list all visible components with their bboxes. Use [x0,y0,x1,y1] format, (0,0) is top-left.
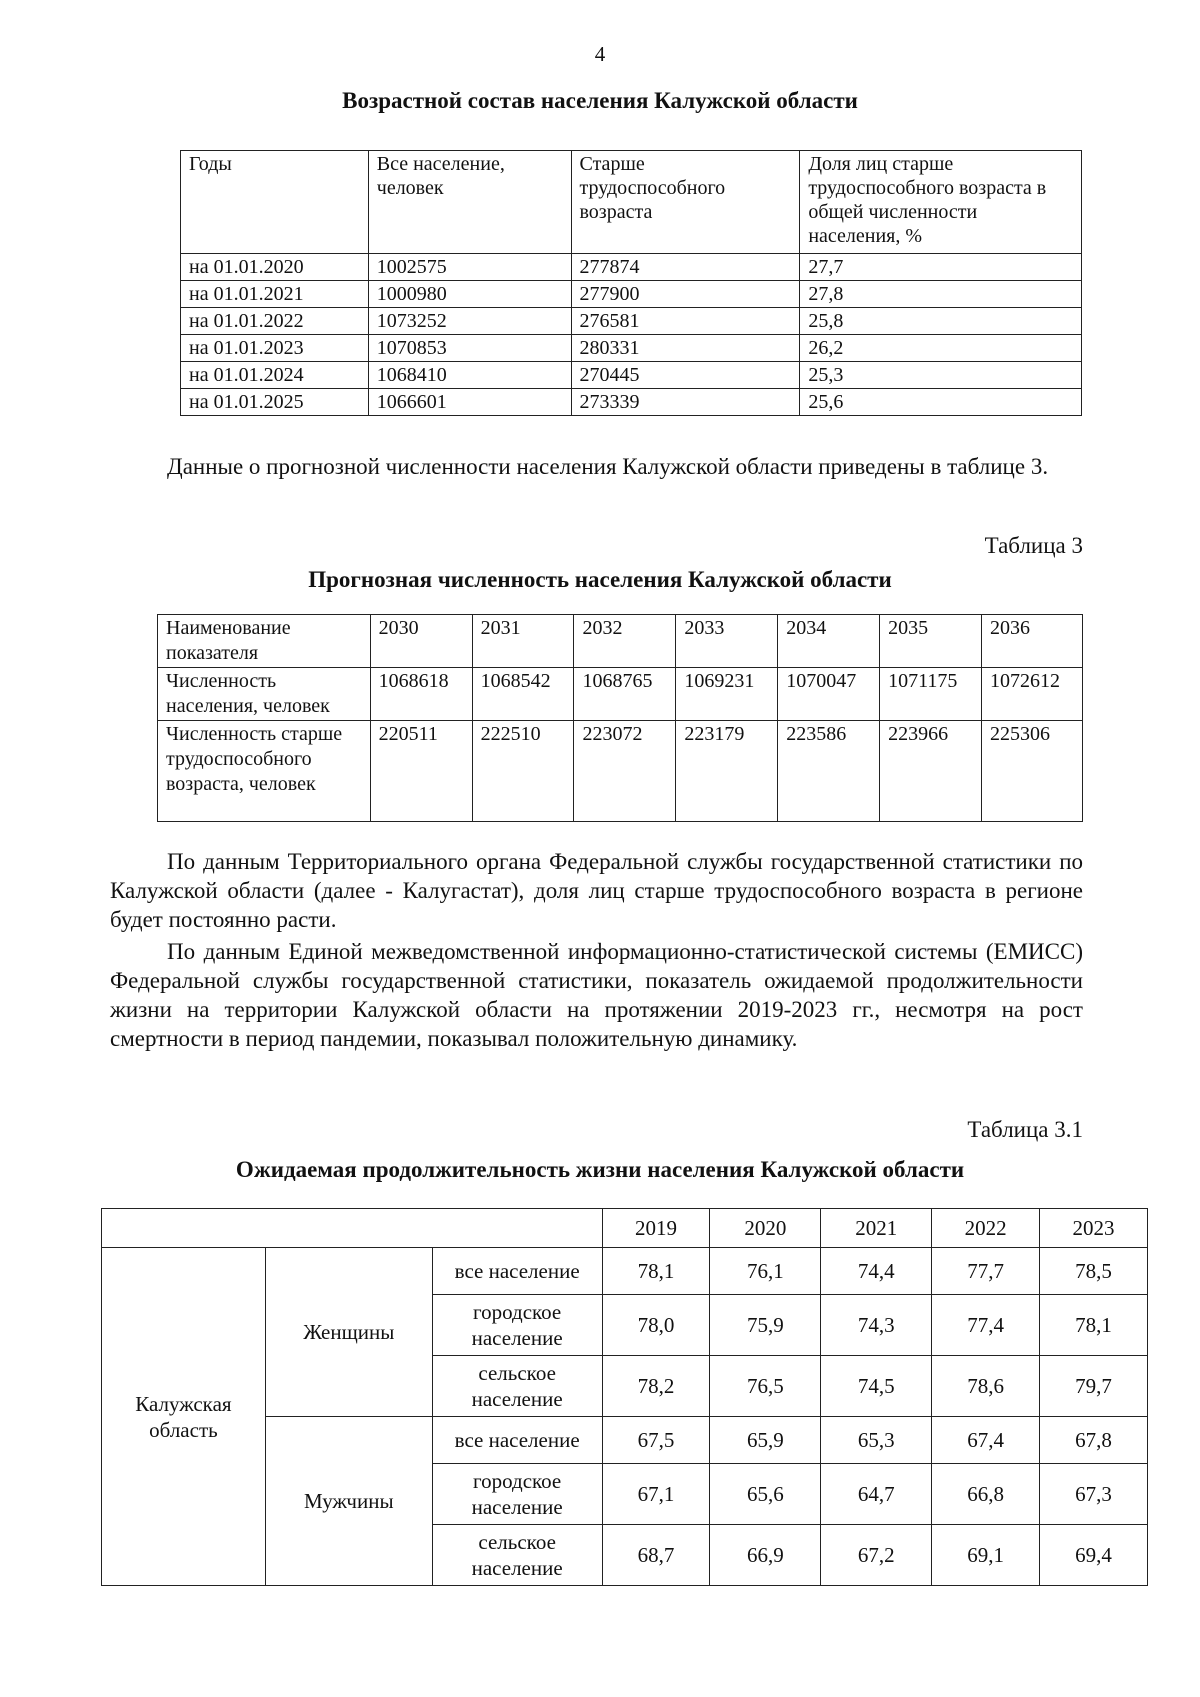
table-row [181,308,1082,335]
year-cell: 2020 [710,1209,821,1248]
sex-cell-men: Мужчины [265,1417,432,1586]
year-cell: 2034 [778,615,880,668]
table-cell: 66,8 [932,1464,1040,1525]
table-cell: 223072 [574,721,676,822]
row-label: сельское население [432,1356,602,1417]
table-cell: 223179 [676,721,778,822]
life-expectancy-table [101,1208,1148,1586]
table-cell: 74,5 [821,1356,932,1417]
table-cell: 25,3 [800,362,1082,389]
table-cell: 64,7 [821,1464,932,1525]
table-cell: 27,8 [800,281,1082,308]
table-cell: 76,1 [710,1248,821,1295]
row-label: сельское население [432,1525,602,1586]
table-cell: 273339 [571,389,800,416]
table-row [102,1248,1148,1295]
table-cell: 222510 [472,721,574,822]
table-cell: 78,0 [602,1295,710,1356]
table-cell: 220511 [370,721,472,822]
table-cell: 1068542 [472,668,574,721]
table-cell: 1002575 [368,254,571,281]
table-cell: 67,8 [1040,1417,1148,1464]
table-cell: 77,7 [932,1248,1040,1295]
table-cell: на 01.01.2021 [181,281,369,308]
year-cell: 2032 [574,615,676,668]
header-cell: Наименование показателя [158,615,371,668]
table-cell: 1073252 [368,308,571,335]
table-cell: 77,4 [932,1295,1040,1356]
header-blank-cell [102,1209,603,1248]
table-cell: на 01.01.2024 [181,362,369,389]
age-composition-table [180,150,1082,416]
header-cell: Годы [181,151,369,254]
header-cell: Все население, человек [368,151,571,254]
table-cell: на 01.01.2023 [181,335,369,362]
table-header-row [102,1209,1148,1248]
table-cell: 68,7 [602,1525,710,1586]
table-cell: 78,5 [1040,1248,1148,1295]
year-cell: 2021 [821,1209,932,1248]
table-3-caption: Таблица 3 [984,533,1083,558]
table-cell: 67,5 [602,1417,710,1464]
table-cell: 225306 [982,721,1083,822]
table-cell: 277900 [571,281,800,308]
table-cell: на 01.01.2025 [181,389,369,416]
year-cell: 2035 [880,615,982,668]
table-cell: 27,7 [800,254,1082,281]
table-cell: 1066601 [368,389,571,416]
table-cell: 280331 [571,335,800,362]
table-cell: на 01.01.2022 [181,308,369,335]
sex-cell-women: Женщины [265,1248,432,1417]
table-cell: 1068765 [574,668,676,721]
table-cell: 78,2 [602,1356,710,1417]
table-cell: 277874 [571,254,800,281]
table-cell: 223586 [778,721,880,822]
year-cell: 2022 [932,1209,1040,1248]
table-3-1-caption: Таблица 3.1 [967,1117,1083,1142]
table-row [158,668,1083,721]
paragraph-emiss: По данным Единой межведомственной информационно-статистической системы (ЕМИСС) Федеральной службы государственной статистики, показатель ожидаемой продолжительности жизни на территории Калужской области на протяжении 2019-2023 гг., несмотря на рост смертности в период пандемии, показывал положительную динамику. [110,939,1083,1051]
paragraph-kalugastat: По данным Территориального органа Федеральной службы государственной статистики по Калужской области (далее - Калугастат), доля лиц старше трудоспособного возраста в регионе будет постоянно расти. [110,849,1083,932]
forecast-table-title: Прогнозная численность населения Калужской области [308,567,892,592]
table-cell: 223966 [880,721,982,822]
table-cell: 1071175 [880,668,982,721]
forecast-table [157,614,1083,822]
year-cell: 2036 [982,615,1083,668]
table-row [181,335,1082,362]
table-cell: 65,6 [710,1464,821,1525]
table-cell: 67,4 [932,1417,1040,1464]
table-cell: 1070047 [778,668,880,721]
row-label: городское население [432,1464,602,1525]
table-cell: 76,5 [710,1356,821,1417]
table-cell: 270445 [571,362,800,389]
table-cell: 1072612 [982,668,1083,721]
table-cell: 74,4 [821,1248,932,1295]
year-cell: 2030 [370,615,472,668]
page-number: 4 [594,42,606,66]
table-cell: 74,3 [821,1295,932,1356]
age-table-title: Возрастной состав населения Калужской области [342,88,858,113]
table-cell: 69,4 [1040,1525,1148,1586]
table-cell: 1070853 [368,335,571,362]
table-cell: 67,1 [602,1464,710,1525]
row-label: Численность населения, человек [158,668,371,721]
table-cell: 78,1 [602,1248,710,1295]
paragraph-forecast-intro: Данные о прогнозной численности населения Калужской области приведены в таблице 3. [167,454,1049,479]
table-cell: 65,9 [710,1417,821,1464]
table-row [181,362,1082,389]
table-cell: 78,6 [932,1356,1040,1417]
table-cell: 67,3 [1040,1464,1148,1525]
table-header-row [158,615,1083,668]
year-cell: 2023 [1040,1209,1148,1248]
table-cell: 25,8 [800,308,1082,335]
table-cell: 1000980 [368,281,571,308]
header-cell: Доля лиц старше трудоспособного возраста в общей численности населения, % [800,151,1082,254]
year-cell: 2033 [676,615,778,668]
table-cell: 25,6 [800,389,1082,416]
life-expectancy-table-title: Ожидаемая продолжительность жизни населения Калужской области [235,1157,965,1182]
row-label: городское население [432,1295,602,1356]
table-cell: 65,3 [821,1417,932,1464]
table-cell: 75,9 [710,1295,821,1356]
table-cell: 67,2 [821,1525,932,1586]
table-cell: 26,2 [800,335,1082,362]
row-label: все население [432,1417,602,1464]
table-row [181,281,1082,308]
row-label: все население [432,1248,602,1295]
table-cell: на 01.01.2020 [181,254,369,281]
table-cell: 66,9 [710,1525,821,1586]
row-label: Численность старше трудоспособного возраста, человек [158,721,371,822]
table-row [181,389,1082,416]
table-cell: 69,1 [932,1525,1040,1586]
table-header-row [181,151,1082,254]
table-cell: 79,7 [1040,1356,1148,1417]
table-cell: 276581 [571,308,800,335]
table-cell: 1068410 [368,362,571,389]
year-cell: 2031 [472,615,574,668]
table-cell: 1068618 [370,668,472,721]
table-row [158,721,1083,822]
table-row [181,254,1082,281]
table-cell: 78,1 [1040,1295,1148,1356]
year-cell: 2019 [602,1209,710,1248]
region-cell: Калужская область [102,1248,266,1586]
table-cell: 1069231 [676,668,778,721]
header-cell: Старше трудоспособного возраста [571,151,800,254]
